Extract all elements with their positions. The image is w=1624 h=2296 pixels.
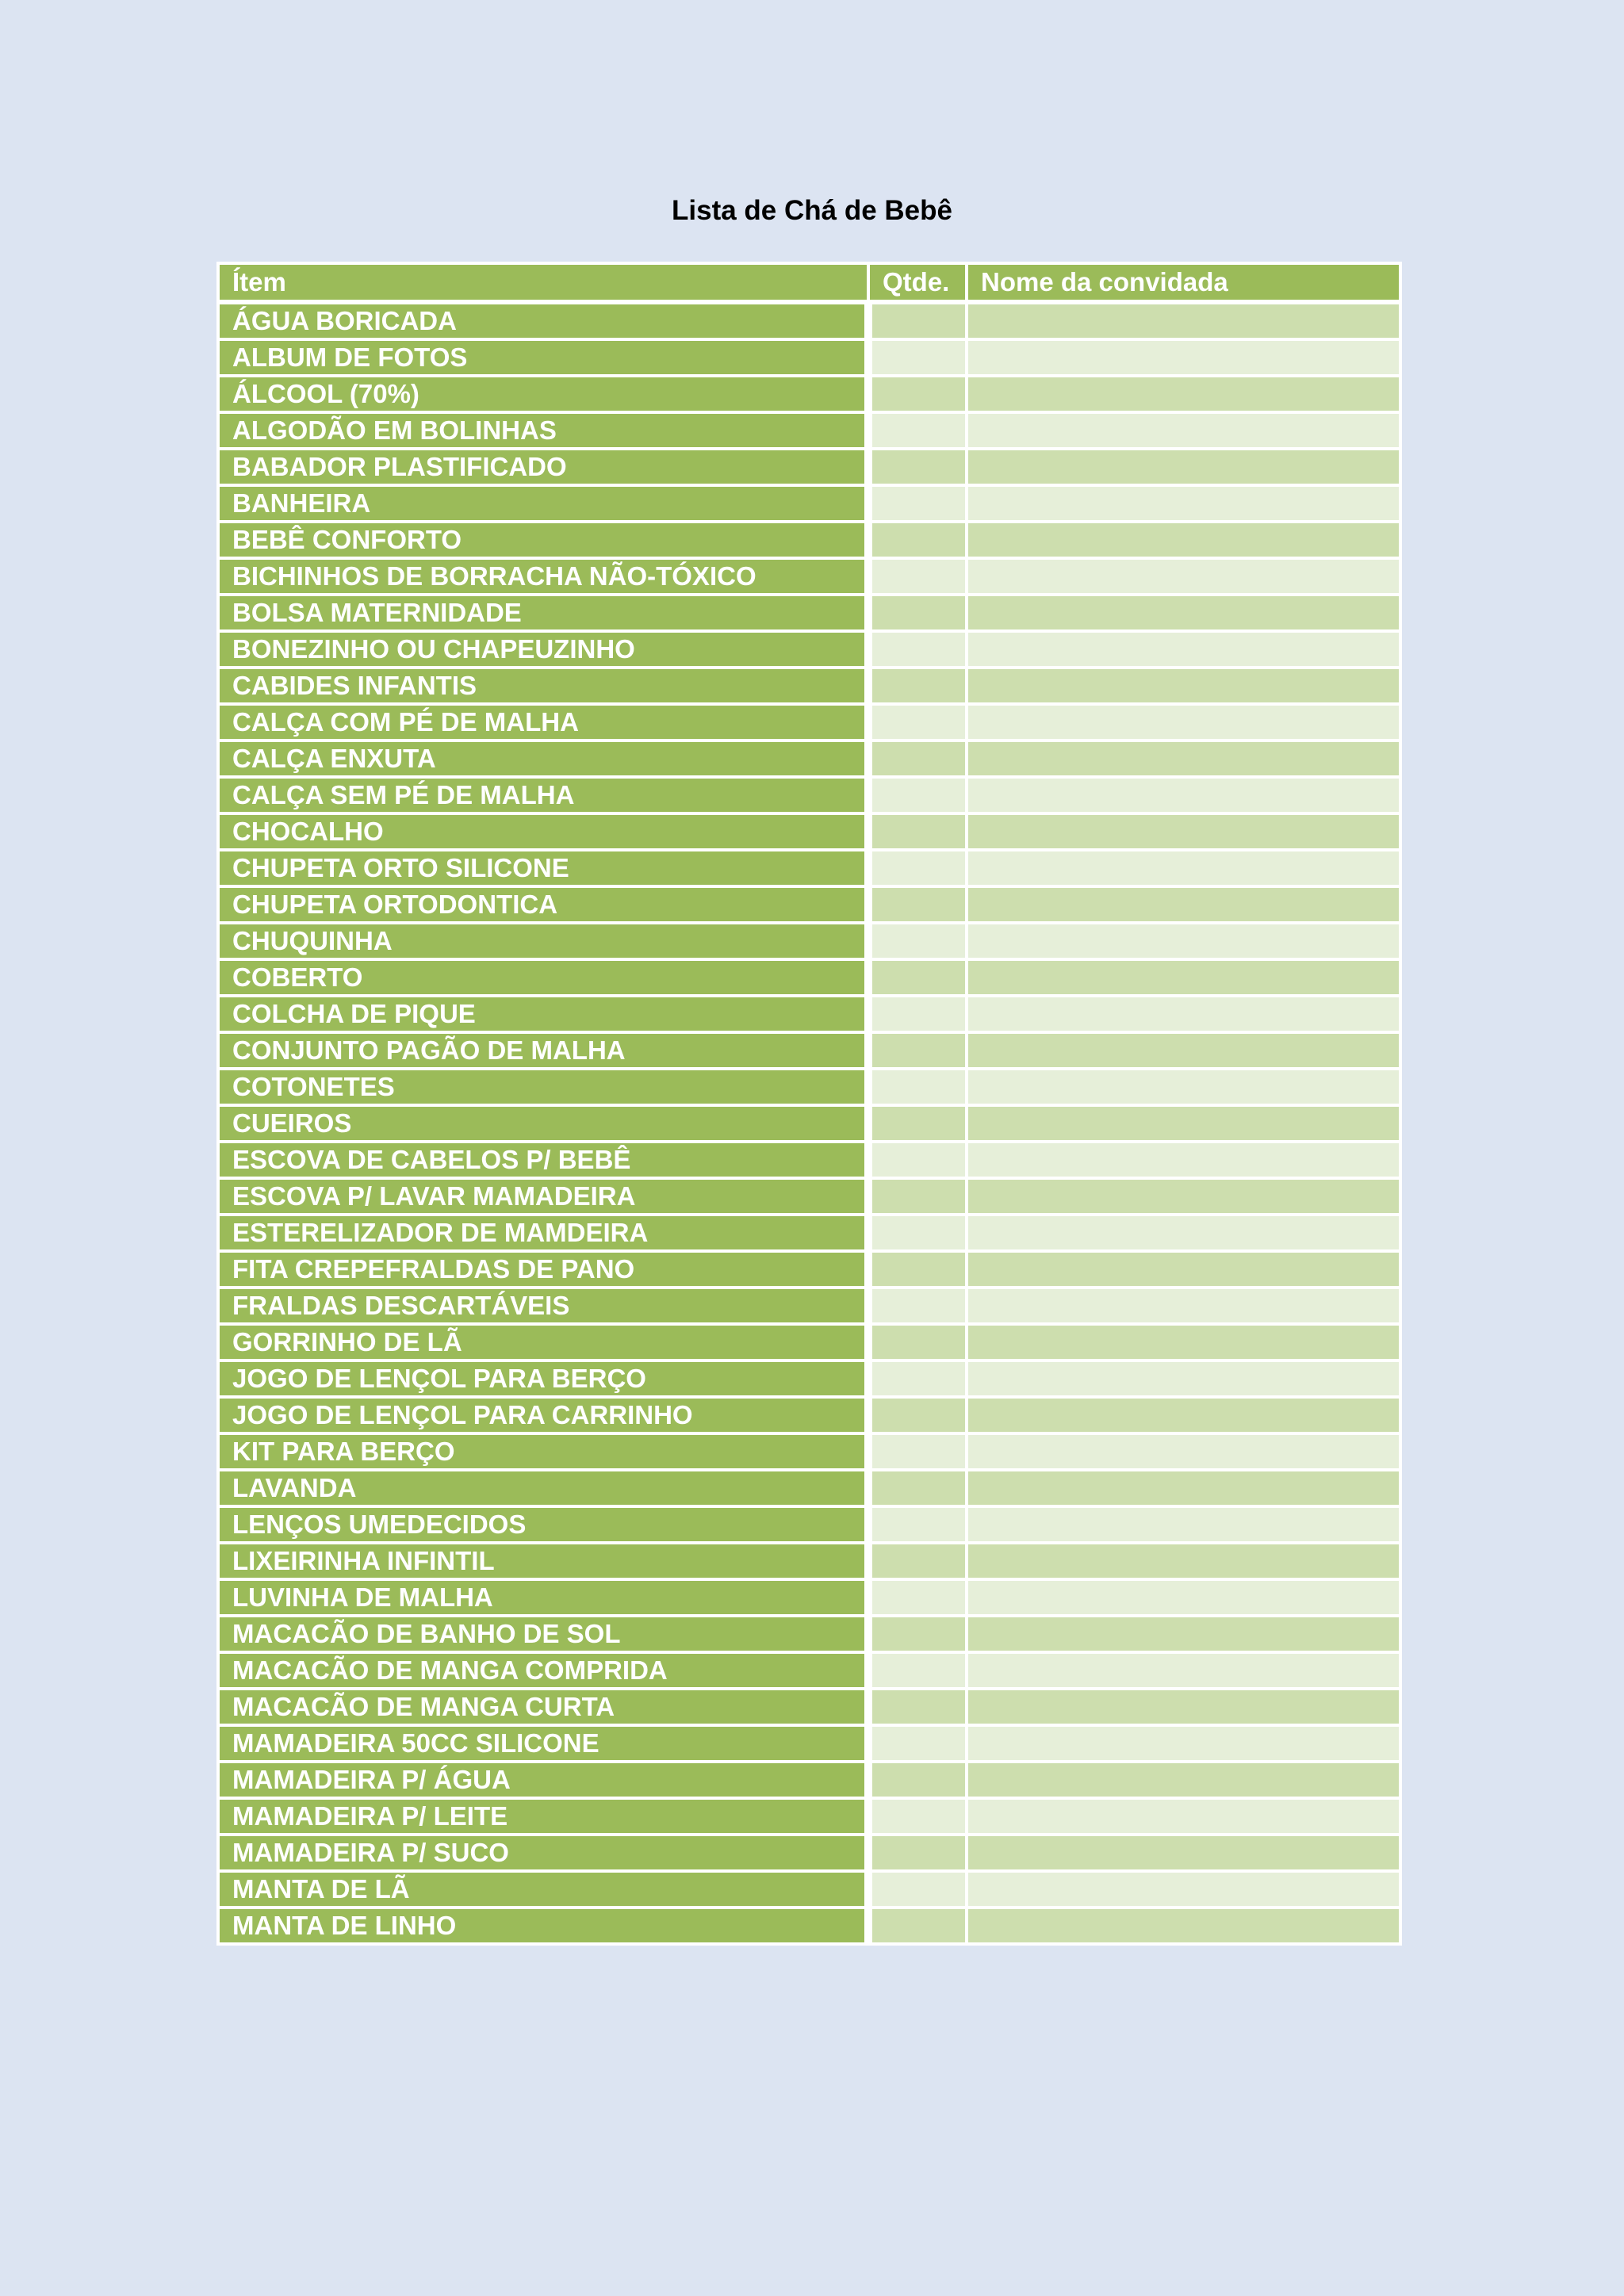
column-header-guest: Nome da convidada (967, 263, 1400, 302)
table-row (218, 1433, 1400, 1470)
item-name-cell: BEBÊ CONFORTO (218, 522, 868, 558)
guest-name-cell[interactable] (967, 1652, 1400, 1689)
guest-name-cell[interactable] (967, 996, 1400, 1032)
table-row (218, 1616, 1400, 1652)
quantity-cell[interactable] (868, 1871, 967, 1908)
quantity-cell[interactable] (868, 302, 967, 339)
quantity-cell[interactable] (868, 1908, 967, 1944)
quantity-cell[interactable] (868, 412, 967, 449)
quantity-cell[interactable] (868, 376, 967, 412)
item-name-cell: CABIDES INFANTIS (218, 668, 868, 704)
guest-name-cell[interactable] (967, 1871, 1400, 1908)
guest-name-cell[interactable] (967, 1908, 1400, 1944)
quantity-cell[interactable] (868, 1506, 967, 1543)
guest-name-cell[interactable] (967, 522, 1400, 558)
table-row (218, 1069, 1400, 1105)
guest-name-cell[interactable] (967, 704, 1400, 740)
item-name-cell: KIT PARA BERÇO (218, 1433, 868, 1470)
table-header-row (218, 263, 1400, 302)
guest-name-cell[interactable] (967, 1689, 1400, 1725)
item-name-cell: CUEIROS (218, 1105, 868, 1142)
item-name-cell: COTONETES (218, 1069, 868, 1105)
guest-name-cell[interactable] (967, 1616, 1400, 1652)
quantity-cell[interactable] (868, 704, 967, 740)
quantity-cell[interactable] (868, 1725, 967, 1762)
guest-name-cell[interactable] (967, 1543, 1400, 1579)
table-row (218, 339, 1400, 376)
table-row (218, 595, 1400, 631)
guest-name-cell[interactable] (967, 1251, 1400, 1288)
table-row (218, 704, 1400, 740)
quantity-cell[interactable] (868, 1251, 967, 1288)
quantity-cell[interactable] (868, 1616, 967, 1652)
item-name-cell: GORRINHO DE LÃ (218, 1324, 868, 1360)
guest-name-cell[interactable] (967, 1579, 1400, 1616)
guest-name-cell[interactable] (967, 1324, 1400, 1360)
item-name-cell: ESCOVA P/ LAVAR MAMADEIRA (218, 1178, 868, 1215)
guest-name-cell[interactable] (967, 668, 1400, 704)
table-row (218, 1835, 1400, 1871)
quantity-cell[interactable] (868, 1470, 967, 1506)
guest-name-cell[interactable] (967, 1835, 1400, 1871)
quantity-cell[interactable] (868, 740, 967, 777)
table-row (218, 631, 1400, 668)
item-name-cell: CHOCALHO (218, 813, 868, 850)
table-row (218, 1142, 1400, 1178)
table-body (218, 302, 1400, 1944)
quantity-cell[interactable] (868, 668, 967, 704)
guest-name-cell[interactable] (967, 1215, 1400, 1251)
quantity-cell[interactable] (868, 522, 967, 558)
quantity-cell[interactable] (868, 1142, 967, 1178)
item-name-cell: JOGO DE LENÇOL PARA CARRINHO (218, 1397, 868, 1433)
item-name-cell: MACACÃO DE MANGA CURTA (218, 1689, 868, 1725)
table-row (218, 1178, 1400, 1215)
item-name-cell: MAMADEIRA P/ ÁGUA (218, 1762, 868, 1798)
item-name-cell: BANHEIRA (218, 485, 868, 522)
guest-name-cell[interactable] (967, 1470, 1400, 1506)
table-row (218, 485, 1400, 522)
quantity-cell[interactable] (868, 631, 967, 668)
quantity-cell[interactable] (868, 485, 967, 522)
guest-name-cell[interactable] (967, 1506, 1400, 1543)
quantity-cell[interactable] (868, 1835, 967, 1871)
table-row (218, 1908, 1400, 1944)
gift-list-table (216, 262, 1402, 1946)
item-name-cell: ESCOVA DE CABELOS P/ BEBÊ (218, 1142, 868, 1178)
guest-name-cell[interactable] (967, 1397, 1400, 1433)
guest-name-cell[interactable] (967, 1142, 1400, 1178)
table-row (218, 302, 1400, 339)
item-name-cell: JOGO DE LENÇOL PARA BERÇO (218, 1360, 868, 1397)
quantity-cell[interactable] (868, 1689, 967, 1725)
table-row (218, 777, 1400, 813)
guest-name-cell[interactable] (967, 1032, 1400, 1069)
quantity-cell[interactable] (868, 1798, 967, 1835)
guest-name-cell[interactable] (967, 1069, 1400, 1105)
guest-name-cell[interactable] (967, 923, 1400, 959)
item-name-cell: ESTERELIZADOR DE MAMDEIRA (218, 1215, 868, 1251)
table-row (218, 996, 1400, 1032)
item-name-cell: FITA CREPEFRALDAS DE PANO (218, 1251, 868, 1288)
table-row (218, 923, 1400, 959)
guest-name-cell[interactable] (967, 485, 1400, 522)
table-row (218, 1689, 1400, 1725)
table-row (218, 813, 1400, 850)
guest-name-cell[interactable] (967, 1288, 1400, 1324)
item-name-cell: BONEZINHO OU CHAPEUZINHO (218, 631, 868, 668)
table-row (218, 522, 1400, 558)
table-row (218, 740, 1400, 777)
item-name-cell: LUVINHA DE MALHA (218, 1579, 868, 1616)
quantity-cell[interactable] (868, 1178, 967, 1215)
guest-name-cell[interactable] (967, 886, 1400, 923)
quantity-cell[interactable] (868, 996, 967, 1032)
quantity-cell[interactable] (868, 1652, 967, 1689)
table-row (218, 1397, 1400, 1433)
table-row (218, 1652, 1400, 1689)
item-name-cell: MANTA DE LÃ (218, 1871, 868, 1908)
quantity-cell[interactable] (868, 1105, 967, 1142)
guest-name-cell[interactable] (967, 558, 1400, 595)
item-name-cell: CALÇA SEM PÉ DE MALHA (218, 777, 868, 813)
guest-name-cell[interactable] (967, 376, 1400, 412)
guest-name-cell[interactable] (967, 449, 1400, 485)
table-row (218, 1579, 1400, 1616)
table-row (218, 1324, 1400, 1360)
guest-name-cell[interactable] (967, 1433, 1400, 1470)
quantity-cell[interactable] (868, 1762, 967, 1798)
item-name-cell: FRALDAS DESCARTÁVEIS (218, 1288, 868, 1324)
item-name-cell: CONJUNTO PAGÃO DE MALHA (218, 1032, 868, 1069)
guest-name-cell[interactable] (967, 959, 1400, 996)
quantity-cell[interactable] (868, 777, 967, 813)
quantity-cell[interactable] (868, 1069, 967, 1105)
item-name-cell: MAMADEIRA 50CC SILICONE (218, 1725, 868, 1762)
table-row (218, 1032, 1400, 1069)
table-row (218, 558, 1400, 595)
table-row (218, 449, 1400, 485)
table-row (218, 1288, 1400, 1324)
guest-name-cell[interactable] (967, 740, 1400, 777)
item-name-cell: ÁLCOOL (70%) (218, 376, 868, 412)
table-row (218, 1251, 1400, 1288)
quantity-cell[interactable] (868, 1215, 967, 1251)
table-row (218, 959, 1400, 996)
item-name-cell: ÁGUA BORICADA (218, 302, 868, 339)
item-name-cell: LIXEIRINHA INFINTIL (218, 1543, 868, 1579)
item-name-cell: CHUPETA ORTO SILICONE (218, 850, 868, 886)
quantity-cell[interactable] (868, 1433, 967, 1470)
item-name-cell: ALBUM DE FOTOS (218, 339, 868, 376)
item-name-cell: MACACÃO DE MANGA COMPRIDA (218, 1652, 868, 1689)
item-name-cell: MAMADEIRA P/ LEITE (218, 1798, 868, 1835)
table-row (218, 1215, 1400, 1251)
item-name-cell: CHUQUINHA (218, 923, 868, 959)
quantity-cell[interactable] (868, 886, 967, 923)
item-name-cell: COLCHA DE PIQUE (218, 996, 868, 1032)
table-row (218, 1360, 1400, 1397)
quantity-cell[interactable] (868, 595, 967, 631)
guest-name-cell[interactable] (967, 412, 1400, 449)
guest-name-cell[interactable] (967, 1762, 1400, 1798)
table-row (218, 376, 1400, 412)
quantity-cell[interactable] (868, 1360, 967, 1397)
item-name-cell: CHUPETA ORTODONTICA (218, 886, 868, 923)
guest-name-cell[interactable] (967, 339, 1400, 376)
guest-name-cell[interactable] (967, 850, 1400, 886)
column-header-item: Ítem (218, 263, 868, 302)
table-row (218, 1470, 1400, 1506)
quantity-cell[interactable] (868, 449, 967, 485)
table-row (218, 1506, 1400, 1543)
guest-name-cell[interactable] (967, 1178, 1400, 1215)
quantity-cell[interactable] (868, 813, 967, 850)
quantity-cell[interactable] (868, 850, 967, 886)
item-name-cell: LENÇOS UMEDECIDOS (218, 1506, 868, 1543)
quantity-cell[interactable] (868, 959, 967, 996)
table-row (218, 412, 1400, 449)
item-name-cell: BICHINHOS DE BORRACHA NÃO-TÓXICO (218, 558, 868, 595)
quantity-cell[interactable] (868, 1288, 967, 1324)
table-row (218, 1105, 1400, 1142)
item-name-cell: ALGODÃO EM BOLINHAS (218, 412, 868, 449)
guest-name-cell[interactable] (967, 813, 1400, 850)
quantity-cell[interactable] (868, 1397, 967, 1433)
guest-name-cell[interactable] (967, 302, 1400, 339)
item-name-cell: LAVANDA (218, 1470, 868, 1506)
table-row (218, 886, 1400, 923)
item-name-cell: COBERTO (218, 959, 868, 996)
item-name-cell: MACACÃO DE BANHO DE SOL (218, 1616, 868, 1652)
table-row (218, 668, 1400, 704)
quantity-cell[interactable] (868, 923, 967, 959)
item-name-cell: BOLSA MATERNIDADE (218, 595, 868, 631)
table-row (218, 1762, 1400, 1798)
item-name-cell: MANTA DE LINHO (218, 1908, 868, 1944)
guest-name-cell[interactable] (967, 1725, 1400, 1762)
table-row (218, 1725, 1400, 1762)
table-row (218, 1543, 1400, 1579)
item-name-cell: BABADOR PLASTIFICADO (218, 449, 868, 485)
table-row (218, 1798, 1400, 1835)
quantity-cell[interactable] (868, 1579, 967, 1616)
guest-name-cell[interactable] (967, 1798, 1400, 1835)
quantity-cell[interactable] (868, 1543, 967, 1579)
guest-name-cell[interactable] (967, 777, 1400, 813)
quantity-cell[interactable] (868, 558, 967, 595)
item-name-cell: CALÇA ENXUTA (218, 740, 868, 777)
table-row (218, 850, 1400, 886)
guest-name-cell[interactable] (967, 595, 1400, 631)
column-header-qty: Qtde. (868, 263, 967, 302)
guest-name-cell[interactable] (967, 1360, 1400, 1397)
guest-name-cell[interactable] (967, 1105, 1400, 1142)
quantity-cell[interactable] (868, 339, 967, 376)
guest-name-cell[interactable] (967, 631, 1400, 668)
table-row (218, 1871, 1400, 1908)
quantity-cell[interactable] (868, 1324, 967, 1360)
item-name-cell: CALÇA COM PÉ DE MALHA (218, 704, 868, 740)
item-name-cell: MAMADEIRA P/ SUCO (218, 1835, 868, 1871)
page-title: Lista de Chá de Bebê (672, 195, 952, 226)
quantity-cell[interactable] (868, 1032, 967, 1069)
